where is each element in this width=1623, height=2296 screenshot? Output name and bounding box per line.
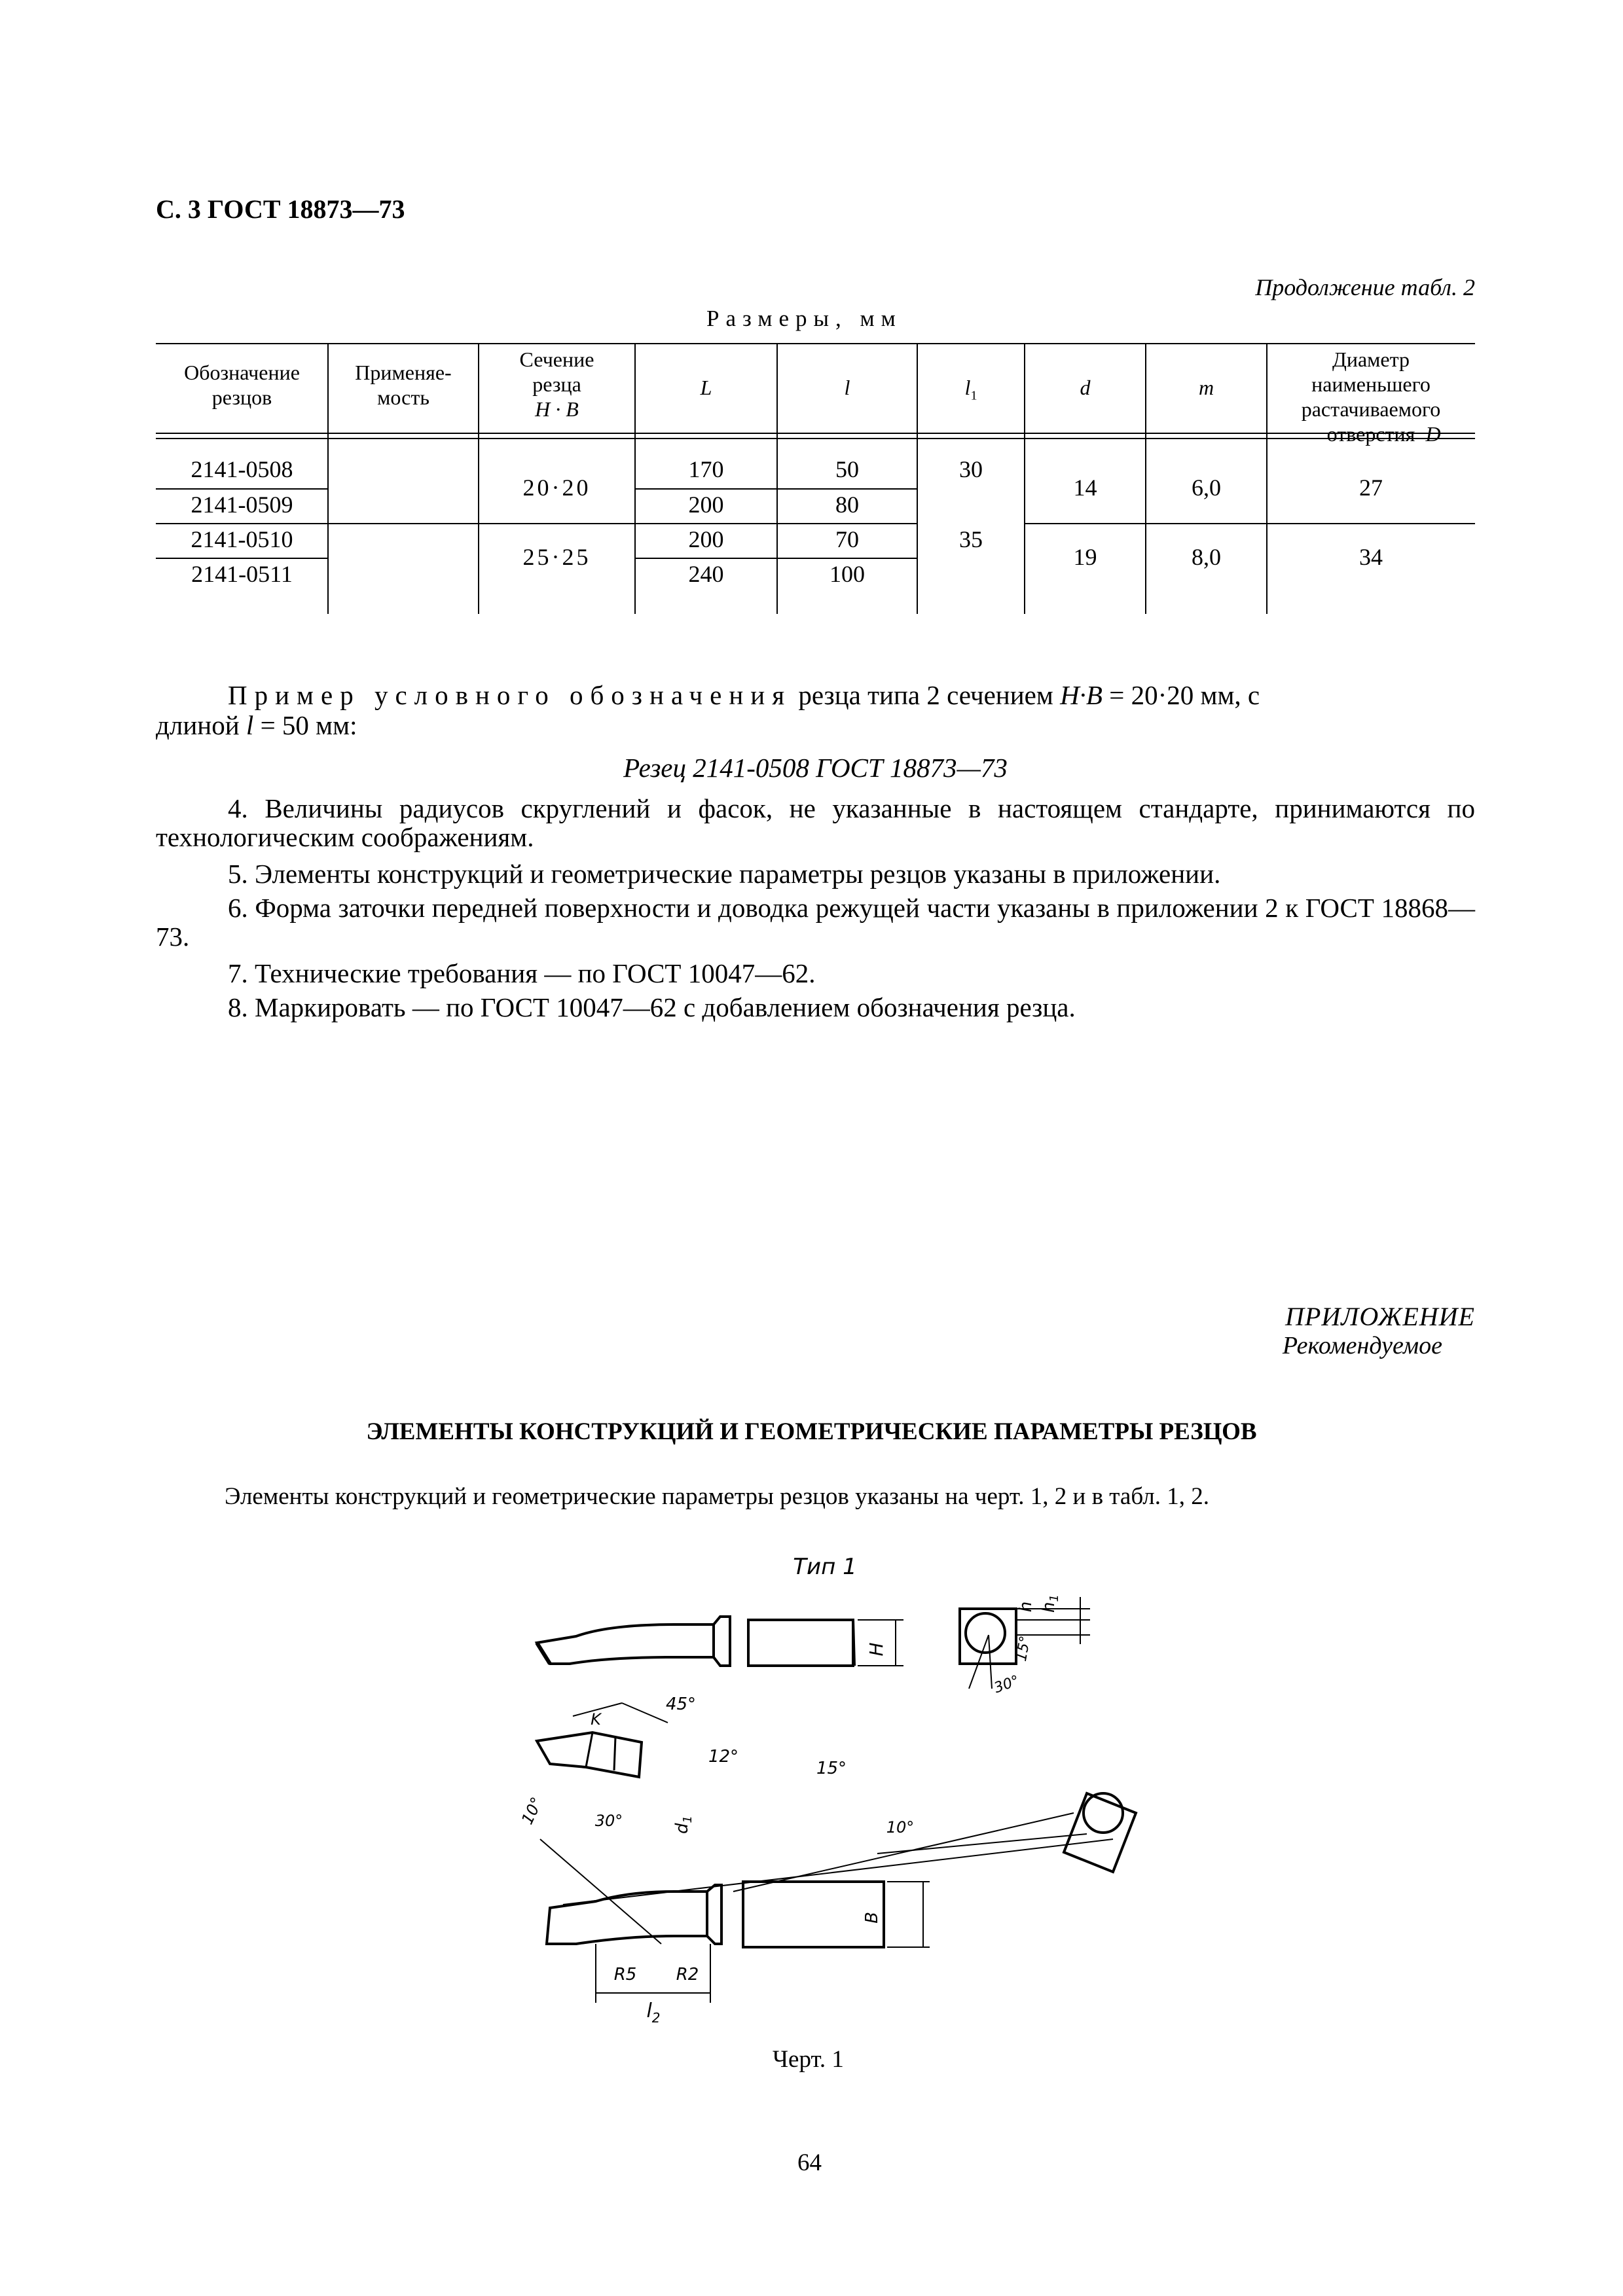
row-3-L: 200 bbox=[688, 526, 724, 552]
label-12: 12° bbox=[708, 1747, 739, 1767]
label-l2: $l_2$ bbox=[646, 2000, 661, 2026]
cutter-drawing-svg bbox=[511, 1551, 1139, 2029]
section-20x20: 20·20 bbox=[522, 475, 591, 501]
label-B: B bbox=[862, 1912, 882, 1924]
figure-caption: Черт. 1 bbox=[773, 2046, 844, 2073]
header-diameter-label: Диаметр наименьшего растачиваемого отверстия bbox=[1301, 348, 1441, 446]
D-27: 27 bbox=[1359, 475, 1383, 501]
label-10-left: 10° bbox=[518, 1794, 547, 1827]
section-circle bbox=[966, 1613, 1005, 1653]
header-section-label: Сечение резца bbox=[519, 348, 594, 396]
d-14: 14 bbox=[1073, 475, 1097, 501]
row-2-designation: 2141-0509 bbox=[191, 492, 293, 518]
row-2-L: 200 bbox=[688, 492, 724, 518]
example-paragraph-line2: длиной l = 50 мм: bbox=[156, 710, 357, 740]
row-1-L: 170 bbox=[688, 456, 724, 482]
example-designation: Резец 2141-0508 ГОСТ 18873—73 bbox=[623, 753, 1008, 783]
item-6: 6. Форма заточки передней поверхности и доводка режущей части указаны в приложении 2 к ГОСТ 18868—73. bbox=[156, 893, 1475, 952]
page-number: 64 bbox=[797, 2149, 822, 2176]
header-L: L bbox=[700, 376, 712, 399]
label-h1: $h_1$ bbox=[1039, 1594, 1061, 1613]
top-cutter-head bbox=[537, 1624, 714, 1664]
label-15-top: 15° bbox=[1013, 1634, 1034, 1663]
l1-30: 30 bbox=[959, 456, 983, 482]
m-6: 6,0 bbox=[1192, 475, 1221, 501]
header-section-formula: H · B bbox=[535, 397, 579, 421]
D-34: 34 bbox=[1359, 544, 1383, 570]
item-8: 8. Маркировать — по ГОСТ 10047—62 с добавлением обозначения резца. bbox=[228, 992, 1076, 1022]
example-lead: Пример условного обозначения bbox=[228, 680, 792, 710]
page-header: С. 3 ГОСТ 18873—73 bbox=[156, 194, 405, 224]
appendix-status: Рекомендуемое bbox=[1282, 1332, 1442, 1359]
table-continuation-note: Продолжение табл. 2 bbox=[1255, 274, 1475, 300]
dimensions-caption: Размеры, мм bbox=[706, 306, 902, 331]
label-30-top: 30° bbox=[992, 1672, 1022, 1697]
row-2-l: 80 bbox=[835, 492, 859, 518]
example-paragraph: Пример условного обозначения резца типа 2 сечением H·B = 20·20 мм, с bbox=[228, 680, 1260, 710]
header-d: d bbox=[1080, 376, 1091, 399]
type-label: Тип 1 bbox=[793, 1554, 857, 1580]
label-K: K bbox=[591, 1710, 601, 1729]
header-diameter-symbol: D bbox=[1425, 422, 1441, 446]
item-7: 7. Технические требования — по ГОСТ 10047—62. bbox=[228, 958, 816, 988]
row-3-l: 70 bbox=[835, 526, 859, 552]
row-1-l: 50 bbox=[835, 456, 859, 482]
label-R2: R2 bbox=[676, 1965, 699, 1984]
label-15-mid: 15° bbox=[816, 1759, 847, 1778]
item-4: 4. Величины радиусов скруглений и фасок, не указанные в настоящем стандарте, принимаются по технологическим соображениям. bbox=[156, 793, 1475, 852]
m-8: 8,0 bbox=[1192, 544, 1221, 570]
header-section bbox=[479, 347, 635, 422]
label-R5: R5 bbox=[613, 1965, 637, 1984]
header-diameter bbox=[1267, 347, 1475, 446]
label-45: 45° bbox=[665, 1695, 697, 1714]
top-cutter-shank bbox=[748, 1620, 853, 1666]
header-l: l bbox=[844, 376, 850, 399]
row-1-designation: 2141-0508 bbox=[191, 456, 293, 482]
label-H: H bbox=[866, 1642, 887, 1657]
appendix-intro: Элементы конструкций и геометрические параметры резцов указаны на черт. 1, 2 и в табл. 1, 2. bbox=[225, 1483, 1209, 1510]
header-m: m bbox=[1198, 376, 1214, 399]
row-4-designation: 2141-0511 bbox=[191, 561, 293, 587]
row-4-l: 100 bbox=[830, 561, 865, 587]
row-3-designation: 2141-0510 bbox=[191, 526, 293, 552]
main-cutter-head bbox=[547, 1892, 707, 1944]
l1-35: 35 bbox=[959, 526, 983, 552]
d-19: 19 bbox=[1073, 544, 1097, 570]
section-25x25: 25·25 bbox=[522, 544, 591, 570]
appendix-title: ЭЛЕМЕНТЫ КОНСТРУКЦИЙ И ГЕОМЕТРИЧЕСКИЕ ПАРАМЕТРЫ РЕЗЦОВ bbox=[366, 1418, 1257, 1445]
row-4-L: 240 bbox=[688, 561, 724, 587]
header-applicability: Применяе-мость bbox=[355, 361, 452, 409]
label-h: h bbox=[1016, 1601, 1036, 1613]
label-d1: $d_1$ bbox=[672, 1816, 695, 1834]
figure-drawing bbox=[511, 1551, 1139, 2032]
dimensions-table bbox=[156, 340, 1475, 614]
appendix-label: ПРИЛОЖЕНИЕ bbox=[1285, 1302, 1475, 1331]
label-10-mid: 10° bbox=[886, 1818, 915, 1837]
label-30-left: 30° bbox=[594, 1812, 623, 1830]
header-designation: Обозначение резцов bbox=[184, 361, 300, 409]
header-l1: $l_1$ bbox=[964, 376, 977, 403]
item-5: 5. Элементы конструкций и геометрические параметры резцов указаны в приложении. bbox=[228, 859, 1221, 889]
